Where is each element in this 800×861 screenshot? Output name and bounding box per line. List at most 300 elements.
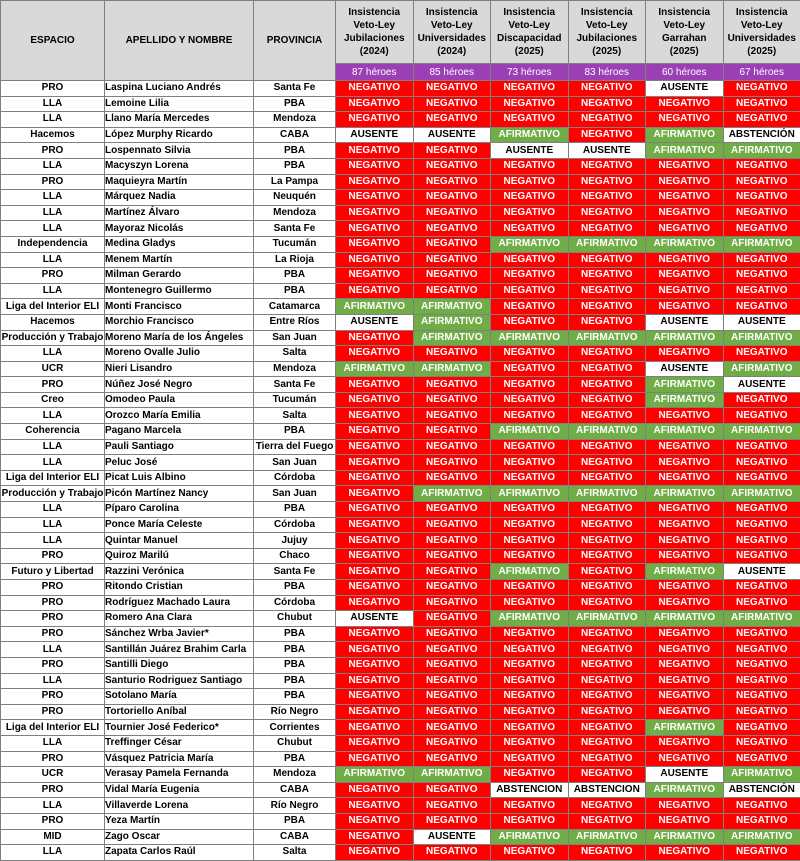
heroes-count: 73 héroes [491, 64, 569, 81]
vote-cell: AFIRMATIVO [646, 330, 724, 346]
vote-cell: NEGATIVO [646, 673, 724, 689]
vote-cell: NEGATIVO [646, 735, 724, 751]
vote-cell: NEGATIVO [723, 533, 800, 549]
vote-cell: NEGATIVO [646, 158, 724, 174]
vote-cell: NEGATIVO [336, 190, 414, 206]
espacio-cell: Futuro y Libertad [1, 564, 105, 580]
vote-cell: NEGATIVO [336, 252, 414, 268]
table-row [1, 689, 800, 705]
provincia-cell: Salta [254, 845, 336, 861]
provincia-cell: Salta [254, 346, 336, 362]
espacio-cell: LLA [1, 205, 105, 221]
provincia-cell: Tucumán [254, 236, 336, 252]
table-row [1, 361, 800, 377]
vote-cell: NEGATIVO [491, 221, 569, 237]
vote-cell: NEGATIVO [568, 689, 646, 705]
provincia-cell: PBA [254, 626, 336, 642]
provincia-cell: Catamarca [254, 299, 336, 315]
vote-cell: AFIRMATIVO [646, 564, 724, 580]
vote-cell: NEGATIVO [336, 174, 414, 190]
espacio-cell: PRO [1, 143, 105, 159]
vote-cell: NEGATIVO [413, 845, 491, 861]
nombre-cell: Moreno María de los Ángeles [105, 330, 254, 346]
table-row [1, 299, 800, 315]
vote-cell: NEGATIVO [413, 268, 491, 284]
vote-cell: NEGATIVO [336, 564, 414, 580]
vote-cell: NEGATIVO [413, 252, 491, 268]
vote-cell: NEGATIVO [568, 112, 646, 128]
nombre-cell: Santillán Juárez Brahim Carla [105, 642, 254, 658]
vote-cell: AFIRMATIVO [723, 236, 800, 252]
espacio-cell: Producción y Trabajo [1, 330, 105, 346]
espacio-cell: LLA [1, 112, 105, 128]
vote-cell: AFIRMATIVO [413, 486, 491, 502]
vote-cell: AUSENTE [723, 564, 800, 580]
nombre-cell: Vásquez Patricia María [105, 751, 254, 767]
vote-cell: NEGATIVO [646, 502, 724, 518]
nombre-cell: Razzini Verónica [105, 564, 254, 580]
vote-cell: NEGATIVO [491, 533, 569, 549]
vote-cell: NEGATIVO [646, 798, 724, 814]
nombre-cell: Núñez José Negro [105, 377, 254, 393]
table-row [1, 470, 800, 486]
vote-cell: NEGATIVO [413, 392, 491, 408]
vote-cell: AFIRMATIVO [646, 236, 724, 252]
provincia-cell: PBA [254, 689, 336, 705]
vote-cell: NEGATIVO [413, 751, 491, 767]
nombre-cell: Zago Oscar [105, 829, 254, 845]
vote-cell: NEGATIVO [413, 689, 491, 705]
vote-cell: NEGATIVO [336, 96, 414, 112]
vote-cell: NEGATIVO [336, 720, 414, 736]
vote-cell: AFIRMATIVO [646, 127, 724, 143]
header-espacio: ESPACIO [1, 1, 105, 81]
vote-cell: NEGATIVO [568, 580, 646, 596]
vote-cell: NEGATIVO [336, 236, 414, 252]
nombre-cell: Llano María Mercedes [105, 112, 254, 128]
nombre-cell: Rodríguez Machado Laura [105, 595, 254, 611]
nombre-cell: Laspina Luciano Andrés [105, 81, 254, 97]
provincia-cell: PBA [254, 143, 336, 159]
espacio-cell: LLA [1, 845, 105, 861]
vote-cell: NEGATIVO [646, 813, 724, 829]
espacio-cell: PRO [1, 689, 105, 705]
vote-cell: AFIRMATIVO [723, 611, 800, 627]
vote-cell: NEGATIVO [646, 657, 724, 673]
vote-cell: NEGATIVO [646, 268, 724, 284]
vote-cell: NEGATIVO [723, 392, 800, 408]
espacio-cell: LLA [1, 346, 105, 362]
vote-cell: NEGATIVO [491, 580, 569, 596]
vote-cell: NEGATIVO [491, 704, 569, 720]
nombre-cell: Montenegro Guillermo [105, 283, 254, 299]
espacio-cell: PRO [1, 751, 105, 767]
header-row [1, 1, 800, 64]
header-nombre: APELLIDO Y NOMBRE [105, 1, 254, 81]
vote-cell: NEGATIVO [491, 361, 569, 377]
espacio-cell: PRO [1, 813, 105, 829]
provincia-cell: Entre Ríos [254, 314, 336, 330]
espacio-cell: PRO [1, 704, 105, 720]
provincia-cell: Mendoza [254, 112, 336, 128]
table-row [1, 314, 800, 330]
vote-cell: NEGATIVO [413, 174, 491, 190]
vote-cell: NEGATIVO [413, 236, 491, 252]
provincia-cell: PBA [254, 580, 336, 596]
vote-cell: AUSENTE [646, 314, 724, 330]
vote-cell: NEGATIVO [336, 642, 414, 658]
vote-cell: NEGATIVO [723, 798, 800, 814]
vote-cell: NEGATIVO [336, 845, 414, 861]
provincia-cell: PBA [254, 751, 336, 767]
vote-cell: NEGATIVO [491, 252, 569, 268]
vote-cell: AFIRMATIVO [491, 424, 569, 440]
nombre-cell: Morchio Francisco [105, 314, 254, 330]
table-row [1, 221, 800, 237]
vote-cell: AFIRMATIVO [413, 330, 491, 346]
espacio-cell: MID [1, 829, 105, 845]
vote-cell: NEGATIVO [568, 720, 646, 736]
header-vote-4: Insistencia Veto-Ley Garrahan (2025) [646, 1, 724, 64]
vote-cell: NEGATIVO [723, 81, 800, 97]
vote-cell: NEGATIVO [413, 642, 491, 658]
vote-cell: NEGATIVO [646, 642, 724, 658]
vote-cell: NEGATIVO [491, 735, 569, 751]
vote-cell: NEGATIVO [723, 673, 800, 689]
vote-cell: NEGATIVO [413, 408, 491, 424]
vote-cell: NEGATIVO [723, 205, 800, 221]
vote-cell: NEGATIVO [568, 377, 646, 393]
vote-cell: NEGATIVO [646, 548, 724, 564]
vote-cell: AFIRMATIVO [723, 330, 800, 346]
vote-cell: NEGATIVO [723, 221, 800, 237]
espacio-cell: LLA [1, 735, 105, 751]
table-row [1, 252, 800, 268]
provincia-cell: Río Negro [254, 798, 336, 814]
table-row [1, 517, 800, 533]
provincia-cell: La Rioja [254, 252, 336, 268]
table-row [1, 81, 800, 97]
espacio-cell: LLA [1, 439, 105, 455]
heroes-count: 87 héroes [336, 64, 414, 81]
vote-cell: AFIRMATIVO [646, 486, 724, 502]
vote-cell: AFIRMATIVO [413, 767, 491, 783]
espacio-cell: PRO [1, 657, 105, 673]
vote-cell: AFIRMATIVO [491, 486, 569, 502]
vote-cell: NEGATIVO [646, 205, 724, 221]
vote-cell: NEGATIVO [568, 283, 646, 299]
vote-cell: NEGATIVO [723, 502, 800, 518]
vote-cell: NEGATIVO [491, 595, 569, 611]
vote-cell: NEGATIVO [491, 377, 569, 393]
espacio-cell: PRO [1, 580, 105, 596]
table-row [1, 158, 800, 174]
table-row [1, 143, 800, 159]
espacio-cell: Hacemos [1, 314, 105, 330]
provincia-cell: Corrientes [254, 720, 336, 736]
vote-cell: NEGATIVO [491, 689, 569, 705]
nombre-cell: Santurio Rodriguez Santiago [105, 673, 254, 689]
table-row [1, 533, 800, 549]
vote-cell: NEGATIVO [723, 283, 800, 299]
espacio-cell: LLA [1, 408, 105, 424]
provincia-cell: CABA [254, 127, 336, 143]
vote-cell: NEGATIVO [413, 798, 491, 814]
nombre-cell: Martínez Álvaro [105, 205, 254, 221]
vote-cell: NEGATIVO [336, 580, 414, 596]
vote-cell: AFIRMATIVO [491, 829, 569, 845]
vote-cell: NEGATIVO [491, 314, 569, 330]
table-row [1, 704, 800, 720]
table-row [1, 798, 800, 814]
vote-cell: NEGATIVO [646, 283, 724, 299]
vote-cell: NEGATIVO [568, 408, 646, 424]
provincia-cell: Córdoba [254, 470, 336, 486]
espacio-cell: LLA [1, 221, 105, 237]
vote-cell: NEGATIVO [646, 455, 724, 471]
vote-cell: NEGATIVO [491, 720, 569, 736]
table-row [1, 330, 800, 346]
nombre-cell: Nieri Lisandro [105, 361, 254, 377]
vote-cell: NEGATIVO [568, 158, 646, 174]
provincia-cell: PBA [254, 283, 336, 299]
table-row [1, 626, 800, 642]
vote-cell: NEGATIVO [413, 704, 491, 720]
vote-cell: NEGATIVO [568, 314, 646, 330]
vote-cell: AFIRMATIVO [413, 299, 491, 315]
vote-cell: NEGATIVO [336, 455, 414, 471]
vote-cell: NEGATIVO [723, 813, 800, 829]
vote-cell: NEGATIVO [491, 205, 569, 221]
espacio-cell: LLA [1, 642, 105, 658]
vote-cell: NEGATIVO [413, 346, 491, 362]
vote-cell: NEGATIVO [568, 845, 646, 861]
vote-cell: NEGATIVO [491, 673, 569, 689]
vote-cell: NEGATIVO [336, 346, 414, 362]
vote-cell: NEGATIVO [491, 392, 569, 408]
vote-cell: NEGATIVO [568, 673, 646, 689]
table-row [1, 657, 800, 673]
nombre-cell: Mayoraz Nicolás [105, 221, 254, 237]
vote-cell: NEGATIVO [336, 533, 414, 549]
vote-cell: NEGATIVO [568, 127, 646, 143]
vote-cell: NEGATIVO [413, 580, 491, 596]
vote-cell: AFIRMATIVO [413, 314, 491, 330]
table-row [1, 439, 800, 455]
vote-cell: NEGATIVO [413, 735, 491, 751]
vote-cell: NEGATIVO [723, 689, 800, 705]
header-vote-1: Insistencia Veto-Ley Universidades (2024) [413, 1, 491, 64]
espacio-cell: LLA [1, 533, 105, 549]
vote-cell: NEGATIVO [413, 673, 491, 689]
vote-cell: NEGATIVO [336, 626, 414, 642]
table-row [1, 205, 800, 221]
vote-cell: NEGATIVO [723, 517, 800, 533]
vote-cell: AFIRMATIVO [336, 299, 414, 315]
vote-cell: NEGATIVO [336, 205, 414, 221]
vote-cell: NEGATIVO [568, 517, 646, 533]
nombre-cell: Menem Martín [105, 252, 254, 268]
vote-cell: AUSENTE [646, 767, 724, 783]
vote-cell: NEGATIVO [336, 283, 414, 299]
espacio-cell: Liga del Interior ELI [1, 299, 105, 315]
espacio-cell: Liga del Interior ELI [1, 720, 105, 736]
vote-cell: AFIRMATIVO [491, 127, 569, 143]
nombre-cell: Ritondo Cristian [105, 580, 254, 596]
vote-cell: NEGATIVO [568, 221, 646, 237]
vote-cell: NEGATIVO [491, 548, 569, 564]
vote-cell: NEGATIVO [491, 502, 569, 518]
vote-cell: NEGATIVO [646, 112, 724, 128]
vote-cell: NEGATIVO [568, 564, 646, 580]
vote-cell: NEGATIVO [413, 143, 491, 159]
nombre-cell: Márquez Nadia [105, 190, 254, 206]
espacio-cell: PRO [1, 377, 105, 393]
vote-cell: AFIRMATIVO [723, 829, 800, 845]
vote-cell: NEGATIVO [413, 611, 491, 627]
vote-cell: NEGATIVO [491, 112, 569, 128]
vote-cell: NEGATIVO [723, 268, 800, 284]
vote-cell: NEGATIVO [568, 642, 646, 658]
vote-cell: NEGATIVO [336, 424, 414, 440]
vote-cell: AUSENTE [646, 361, 724, 377]
provincia-cell: Córdoba [254, 595, 336, 611]
vote-cell: NEGATIVO [413, 81, 491, 97]
header-provincia: PROVINCIA [254, 1, 336, 81]
table-row [1, 845, 800, 861]
vote-cell: ABSTENCIÓN [723, 782, 800, 798]
table-row [1, 408, 800, 424]
table-row [1, 767, 800, 783]
vote-cell: NEGATIVO [336, 689, 414, 705]
nombre-cell: Picón Martínez Nancy [105, 486, 254, 502]
vote-cell: NEGATIVO [568, 548, 646, 564]
vote-cell: NEGATIVO [568, 533, 646, 549]
vote-cell: NEGATIVO [646, 346, 724, 362]
vote-cell: NEGATIVO [491, 439, 569, 455]
nombre-cell: Tournier José Federico* [105, 720, 254, 736]
vote-cell: NEGATIVO [568, 704, 646, 720]
vote-cell: NEGATIVO [413, 548, 491, 564]
espacio-cell: LLA [1, 673, 105, 689]
vote-cell: NEGATIVO [723, 751, 800, 767]
vote-cell: NEGATIVO [491, 798, 569, 814]
table-row [1, 96, 800, 112]
vote-cell: NEGATIVO [491, 283, 569, 299]
espacio-cell: Coherencia [1, 424, 105, 440]
vote-cell: NEGATIVO [568, 299, 646, 315]
vote-cell: NEGATIVO [413, 190, 491, 206]
vote-cell: AUSENTE [491, 143, 569, 159]
espacio-cell: Independencia [1, 236, 105, 252]
espacio-cell: PRO [1, 595, 105, 611]
table-row [1, 782, 800, 798]
vote-cell: NEGATIVO [413, 424, 491, 440]
nombre-cell: Romero Ana Clara [105, 611, 254, 627]
nombre-cell: Píparo Carolina [105, 502, 254, 518]
vote-cell: NEGATIVO [723, 548, 800, 564]
provincia-cell: PBA [254, 813, 336, 829]
table-row [1, 642, 800, 658]
nombre-cell: Ponce María Celeste [105, 517, 254, 533]
vote-cell: NEGATIVO [646, 252, 724, 268]
espacio-cell: UCR [1, 767, 105, 783]
vote-cell: NEGATIVO [336, 735, 414, 751]
table-row [1, 486, 800, 502]
vote-cell: AFIRMATIVO [568, 611, 646, 627]
vote-cell: NEGATIVO [413, 470, 491, 486]
provincia-cell: Santa Fe [254, 221, 336, 237]
vote-cell: NEGATIVO [491, 470, 569, 486]
table-row [1, 174, 800, 190]
vote-cell: NEGATIVO [491, 657, 569, 673]
provincia-cell: PBA [254, 268, 336, 284]
vote-cell: NEGATIVO [646, 439, 724, 455]
vote-cell: NEGATIVO [336, 657, 414, 673]
provincia-cell: San Juan [254, 330, 336, 346]
vote-cell: NEGATIVO [491, 517, 569, 533]
vote-cell: AFIRMATIVO [568, 486, 646, 502]
provincia-cell: PBA [254, 642, 336, 658]
vote-cell: NEGATIVO [413, 112, 491, 128]
vote-cell: NEGATIVO [568, 470, 646, 486]
espacio-cell: PRO [1, 81, 105, 97]
provincia-cell: Santa Fe [254, 81, 336, 97]
espacio-cell: Producción y Trabajo [1, 486, 105, 502]
vote-cell: NEGATIVO [723, 96, 800, 112]
vote-cell: NEGATIVO [491, 299, 569, 315]
espacio-cell: LLA [1, 502, 105, 518]
nombre-cell: Picat Luis Albino [105, 470, 254, 486]
vote-cell: NEGATIVO [491, 190, 569, 206]
provincia-cell: CABA [254, 782, 336, 798]
espacio-cell: UCR [1, 361, 105, 377]
table-body [1, 81, 800, 861]
vote-cell: NEGATIVO [568, 595, 646, 611]
vote-cell: NEGATIVO [336, 486, 414, 502]
table-row [1, 392, 800, 408]
vote-cell: NEGATIVO [568, 361, 646, 377]
vote-cell: AFIRMATIVO [491, 564, 569, 580]
nombre-cell: Peluc José [105, 455, 254, 471]
vote-cell: NEGATIVO [413, 595, 491, 611]
vote-cell: NEGATIVO [568, 346, 646, 362]
header-vote-3: Insistencia Veto-Ley Jubilaciones (2025) [568, 1, 646, 64]
vote-cell: NEGATIVO [413, 782, 491, 798]
vote-cell: NEGATIVO [568, 439, 646, 455]
vote-cell: NEGATIVO [336, 470, 414, 486]
provincia-cell: La Pampa [254, 174, 336, 190]
vote-cell: NEGATIVO [413, 720, 491, 736]
heroes-count: 85 héroes [413, 64, 491, 81]
vote-cell: NEGATIVO [568, 252, 646, 268]
vote-cell: AUSENTE [568, 143, 646, 159]
table-row [1, 564, 800, 580]
table-row [1, 751, 800, 767]
vote-cell: AFIRMATIVO [491, 236, 569, 252]
vote-cell: AFIRMATIVO [491, 330, 569, 346]
header-vote-2: Insistencia Veto-Ley Discapacidad (2025) [491, 1, 569, 64]
table-row [1, 236, 800, 252]
nombre-cell: Orozco María Emilia [105, 408, 254, 424]
vote-cell: NEGATIVO [413, 657, 491, 673]
vote-cell: AUSENTE [336, 314, 414, 330]
nombre-cell: Sánchez Wrba Javier* [105, 626, 254, 642]
vote-cell: NEGATIVO [491, 408, 569, 424]
table-row [1, 268, 800, 284]
vote-cell: NEGATIVO [491, 268, 569, 284]
vote-cell: NEGATIVO [413, 283, 491, 299]
